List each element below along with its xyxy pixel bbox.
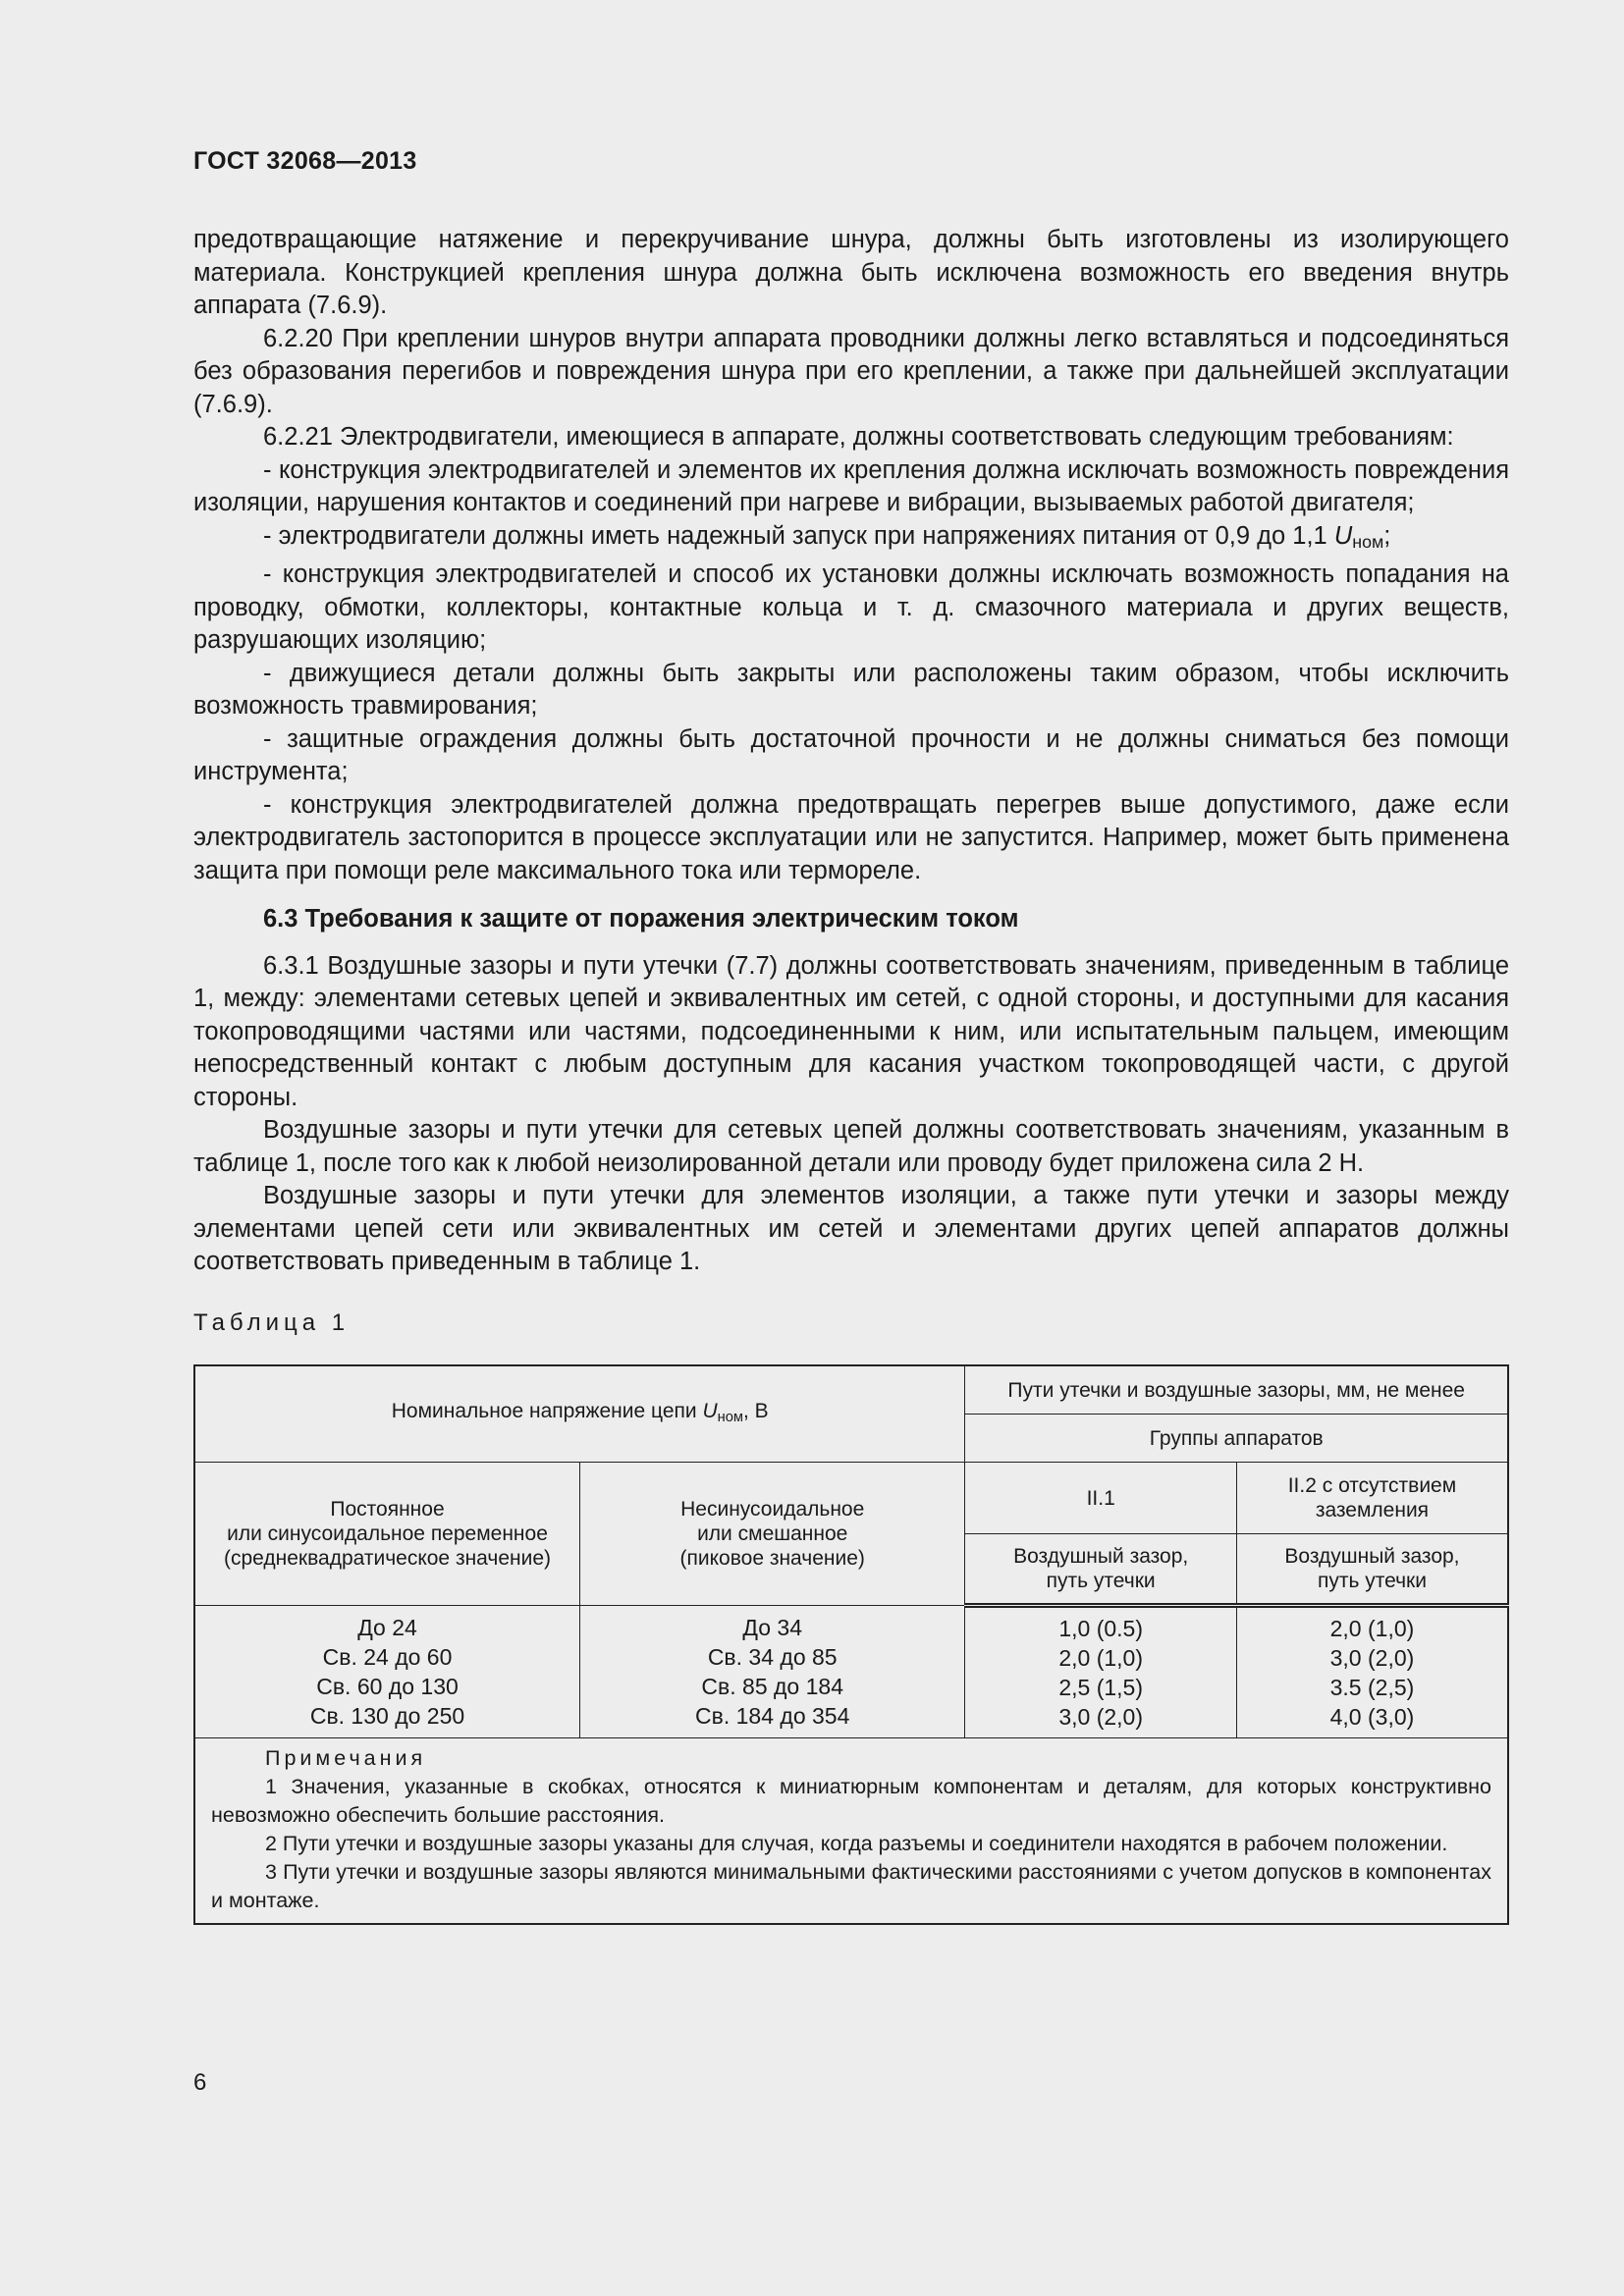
table-header-col3: II.1 (965, 1463, 1237, 1534)
table-header-voltage: Номинальное напряжение цепи $U_{ном}$, В (194, 1365, 965, 1463)
list-item: - электродвигатели должны иметь надежный запуск при напряжениях питания от 0,9 до 1,1 $U_{ном}$; (263, 521, 1391, 552)
body-text (193, 224, 1509, 1925)
document-header: ГОСТ 32068—2013 (193, 147, 417, 175)
table-header-groups: Группы аппаратов (965, 1415, 1508, 1463)
table-subheader-col3: Воздушный зазор, путь утечки (965, 1534, 1237, 1606)
table-header-col4: II.2 с отсутствием заземления (1236, 1463, 1508, 1534)
list-item: - конструкция электродвигателей и элементов их крепления должна исключать возможность повреждения изоляции, нарушения контактов и соединений при нагреве и вибрации, вызываемых работой двигателя; (193, 455, 1509, 516)
note-item: 3 Пути утечки и воздушные зазоры являются минимальными фактическими расстояниями с учетом допусков в компонентах и монтаже. (211, 1860, 1491, 1912)
paragraph: Воздушные зазоры и пути утечки для сетевых цепей должны соответствовать значениям, указанным в таблице 1, после того как к любой неизолированной детали или проводу будет приложена сила 2 Н. (193, 1116, 1509, 1177)
table-cell-col1: До 24 Св. 24 до 60 Св. 60 до 130 Св. 130 до 250 (194, 1606, 580, 1738)
table-subheader-col4: Воздушный зазор, путь утечки (1236, 1534, 1508, 1606)
voltage-symbol: U (702, 1399, 718, 1422)
notes-heading: Примечания (265, 1746, 427, 1770)
table-cell-col2: До 34 Св. 34 до 85 Св. 85 до 184 Св. 184 до 354 (580, 1606, 965, 1738)
table-row (194, 1606, 1508, 1738)
table-header-col2: Несинусоидальное или смешанное (пиковое значение) (580, 1463, 965, 1606)
voltage-symbol: U (1333, 521, 1353, 550)
list-item: - конструкция электродвигателей должна предотвращать перегрев выше допустимого, даже если электродвигатель застопорится в процессе эксплуатации или не запустится. Например, может быть применена защита при помощи реле максимального тока или термореле. (193, 790, 1509, 884)
paragraph: 6.3.1 Воздушные зазоры и пути утечки (7.7) должны соответствовать значениям, приведенным в таблице 1, между: элементами сетевых цепей и эквивалентных им сетей, с одной стороны, и доступными для касания токопроводящими частями или частями, подсоединенными к ним, или испытательным пальцем, имеющим непосредственный контакт с любым доступным для касания участком токопроводящей части, с другой стороны. (193, 951, 1509, 1111)
paragraph: 6.2.21 Электродвигатели, имеющиеся в аппарате, должны соответствовать следующим требованиям: (263, 423, 1454, 451)
paragraph: 6.2.20 При креплении шнуров внутри аппарата проводники должны легко вставляться и подсоединяться без образования перегибов и повреждения шнура при его креплении, а также при дальнейшей эксплуатации (7.6.9). (193, 324, 1509, 418)
table-cell-col3: 1,0 (0.5) 2,0 (1,0) 2,5 (1,5) 3,0 (2,0) (965, 1606, 1237, 1738)
table-notes (194, 1738, 1508, 1925)
table-caption: Таблица 1 (193, 1308, 351, 1336)
table-1 (193, 1364, 1509, 1925)
list-item: - защитные ограждения должны быть достаточной прочности и не должны сниматься без помощи инструмента; (193, 724, 1509, 785)
note-item: 1 Значения, указанные в скобках, относятся к миниатюрным компонентам и деталям, для которых конструктивно невозможно обеспечить большие расстояния. (211, 1775, 1491, 1827)
page-number: 6 (193, 2069, 207, 2096)
list-item: - конструкция электродвигателей и способ их установки должны исключать возможность попадания на проводку, обмотки, коллекторы, контактные кольца и т. д. смазочного материала и других веществ, разрушающих изоляцию; (193, 561, 1509, 654)
table-header-creepage: Пути утечки и воздушные зазоры, мм, не менее (965, 1365, 1508, 1415)
section-heading: 6.3 Требования к защите от поражения электрическим током (263, 905, 1019, 933)
paragraph: предотвращающие натяжение и перекручивание шнура, должны быть изготовлены из изолирующего материала. Конструкцией крепления шнура должна быть исключена возможность его введения внутрь аппарата (7.6.9). (193, 226, 1509, 319)
list-item: - движущиеся детали должны быть закрыты или расположены таким образом, чтобы исключить возможность травмирования; (193, 659, 1509, 720)
table-cell-col4: 2,0 (1,0) 3,0 (2,0) 3.5 (2,5) 4,0 (3,0) (1236, 1606, 1508, 1738)
note-item: 2 Пути утечки и воздушные зазоры указаны для случая, когда разъемы и соединители находятся в рабочем положении. (265, 1832, 1448, 1855)
paragraph: Воздушные зазоры и пути утечки для элементов изоляции, а также пути утечки и зазоры между элементами цепей сети или эквивалентных им сетей и элементами других цепей аппаратов должны соответствовать приведенным в таблице 1. (193, 1182, 1509, 1275)
table-header-col1: Постоянное или синусоидальное переменное (среднеквадратическое значение) (194, 1463, 580, 1606)
